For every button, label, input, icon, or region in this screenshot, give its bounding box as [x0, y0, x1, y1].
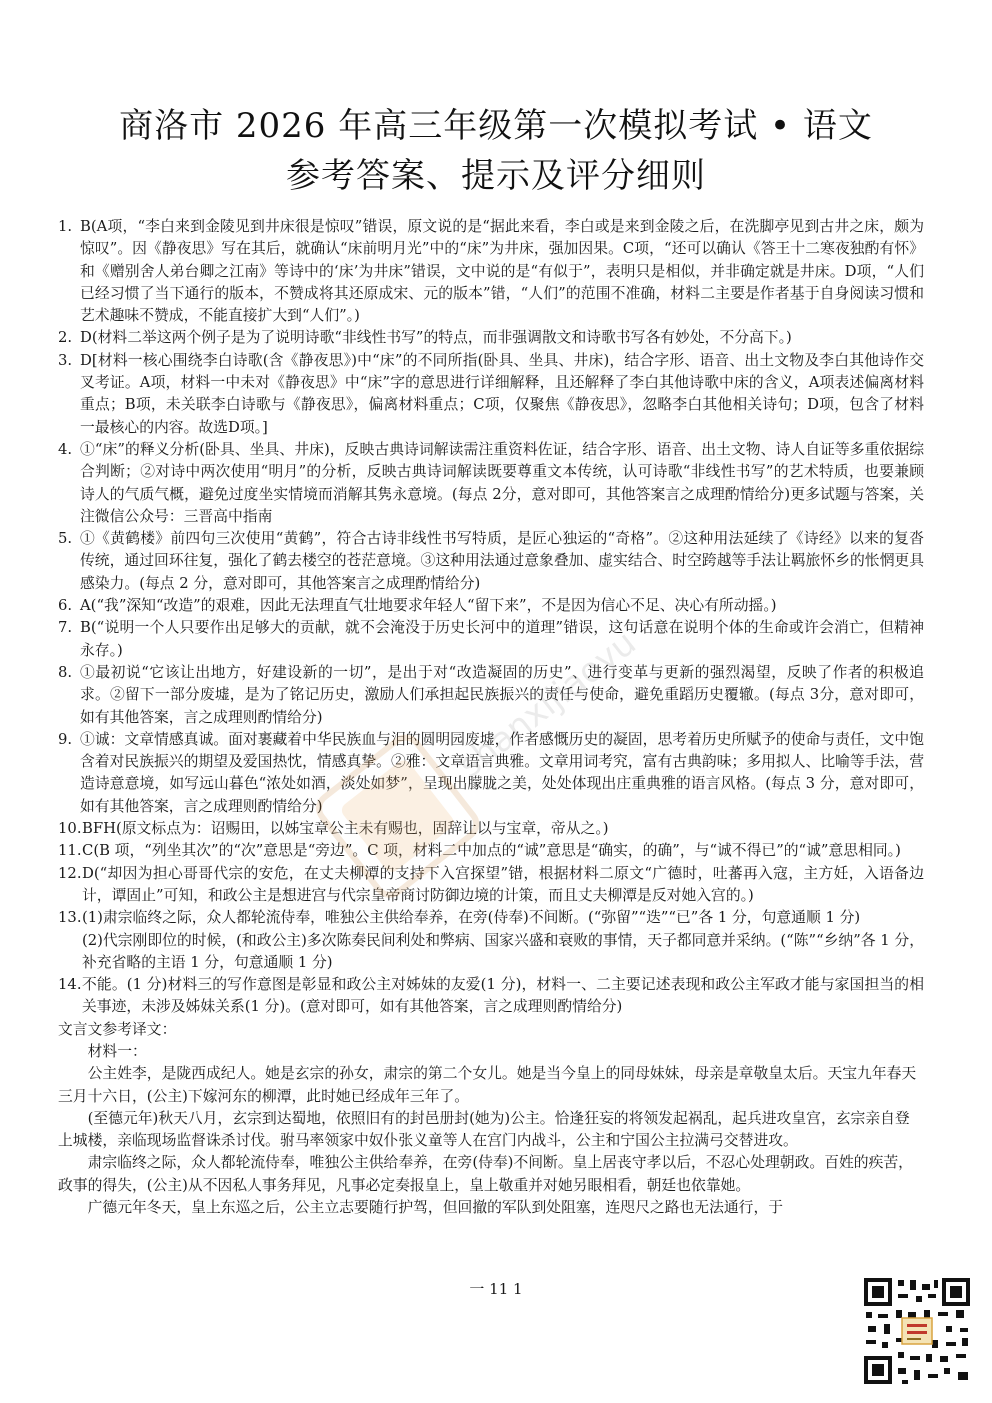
answer-item-2: 2. D(材料二举这两个例子是为了说明诗歌“非线性书写”的特点，而非强调散文和诗歌书写各有妙处，不分高下。) — [58, 329, 792, 347]
page-number: 一 11 1 — [469, 1280, 523, 1298]
answer-body — [58, 216, 924, 1219]
answer-item-13: 13. (1)肃宗临终之际，众人都轮流侍奉，唯独公主供给奉养，在旁(侍奉)不间断。(“弥留”“迭”“已”各 1 分，句意通顺 1 分) (2)代宗刚即位的时候，(和政公主)多次陈奏民间利处和弊病、国家兴盛和衰败的事情，天子都同意并采纳。(“陈”“乡纳”各 1 分，补充省略的主语 1 分，句意通顺 1 分) — [58, 907, 924, 974]
answer-item-6: 6. A(“我”深知“改造”的艰难，因此无法理直气壮地要求年轻人“留下来”，不是因为信心不足、决心有所动摇。) — [58, 597, 777, 615]
translation-paragraph-1: 公主姓李，是陇西成纪人。她是玄宗的孙女，肃宗的第二个女儿。她是当今皇上的同母妹妹，母亲是章敬皇太后。天宝九年春天三月十六日，(公主)下嫁河东的柳潭，此时她已经成年三年了。 — [58, 1065, 917, 1105]
translation-heading: 文言文参考译文： — [58, 1020, 177, 1038]
answer-item-13-part-2: (2)代宗刚即位的时候，(和政公主)多次陈奏民间利处和弊病、国家兴盛和衰败的事情，天子都同意并采纳。(“陈”“乡纳”各 1 分，补充省略的主语 1 分，句意通顺 1 分) — [82, 931, 925, 971]
watermark-text: shanxijiaoyu — [450, 622, 644, 786]
answer-item-12: 12. D(“却因为担心哥哥代宗的安危，在丈夫柳潭的支持下入宫探望”错，根据材料二原文“广德时，吐蕃再入寇，主方妊，入语备边计，谭固止”可知，和政公主是想进宫与代宗皇帝商讨防御边境的计策，而且丈夫柳潭是反对她入宫的。) — [58, 864, 924, 904]
answer-item-11: 11. C(B 项，“列坐其次”的“次”意思是“旁边”。C 项，材料二中加点的“诚”意思是“确实，的确”，与“诚不得已”的“诚”意思相同。) — [58, 842, 901, 860]
answer-item-5: 5. ①《黄鹤楼》前四句三次使用“黄鹤”，符合古诗非线性书写特质，是匠心独运的“奇格”。②这种用法延续了《诗经》以来的复沓传统，通过回环往复，强化了鹤去楼空的苍茫意境。③这种用法通过意象叠加、虚实结合、时空跨越等手法让羁旅怀乡的怅惘更具感染力。(每点 2 分，意对即可，其他答案言之成理酌情给分) — [58, 530, 924, 592]
answer-item-1: 1. B(A项，“李白来到金陵见到井床很是惊叹”错误，原文说的是“据此来看，李白或是来到金陵之后，在洗脚亭见到古井之床，颇为惊叹”。因《静夜思》写在其后，就确认“床前明月光”中的“床”为井床，强加因果。C项，“还可以确认《答王十二寒夜独酌有怀》和《赠别舍人弟台卿之江南》等诗中的‘床’为井床”错误，文中说的是“有似于”，表明只是相似，并非确定就是井床。D项，“人们已经习惯了当下通行的版本，不赞成将其还原成宋、元的版本”错，“人们”的范围不准确，材料二主要是作者基于自身阅读习惯和艺术趣味不赞成，不能直接扩大到“人们”。) — [58, 218, 924, 325]
answer-item-3: 3. D[材料一核心围绕李白诗歌(含《静夜思》)中“床”的不同所指(卧具、坐具、井床)，结合字形、语音、出土文物及李白其他诗作交叉考证。A项，材料一中未对《静夜思》中“床”字的意思进行详细解释，且还解释了李白其他诗歌中床的含义，A项表述偏离材料重点；B项，未关联李白诗歌与《静夜思》，偏离材料重点；C项，仅聚焦《静夜思》，忽略李白其他相关诗句；D项，包含了材料一最核心的内容。故选D项。] — [58, 351, 924, 436]
exam-subtitle: 参考答案、提示及评分细则 — [286, 156, 706, 196]
translation-paragraph-2: (至德元年)秋天八月，玄宗到达蜀地，依照旧有的封邑册封(她为)公主。恰逢狂妄的将领发起祸乱，起兵进攻皇宫，玄宗亲自登上城楼，亲临现场监督诛杀讨伐。驸马率领家中奴仆张义童等人在宫门内战斗，公主和宁国公主拉满弓交替进攻。 — [58, 1109, 910, 1150]
answer-item-9: 9. ①诚：文章情感真诚。面对裹藏着中华民族血与泪的圆明园废墟，作者感慨历史的凝固，思考着历史所赋予的使命与责任，文中饱含着对民族振兴的期望及爱国热忱，情感真挚。②雅：文章语言典雅。文章用词考究，富有古典韵味；多用拟人、比喻等手法，营造诗意意境，如写远山暮色“浓处如酒，淡处如梦”，呈现出朦胧之美，处处体现出庄重典雅的语言风格。(每点 3 分，意对即可，如有其他答案，言之成理则酌情给分) — [58, 730, 924, 815]
answer-item-4: 4. ①“床”的释义分析(卧具、坐具、井床)，反映古典诗词解读需注重资料佐证，结合字形、语音、出土文物、诗人自证等多重依据综合判断；②对诗中两次使用“明月”的分析，反映古典诗词解读既要尊重文本传统，认可诗歌“非线性书写”的艺术特质，也要兼顾诗人的气质气概，避免过度坐实情境而消解其隽永意境。(每点 2分，意对即可，其他答案言之成理酌情给分)更多试题与答案，关注微信公众号：三晋高中指南 — [58, 440, 924, 525]
answer-item-8: 8. ①最初说“它该让出地方，好建设新的一切”，是出于对“改造凝固的历史”、进行变革与更新的强烈渴望，反映了作者的积极追求。②留下一部分废墟，是为了铭记历史，激励人们承担起民族振兴的责任与使命，避免重蹈历史覆辙。(每点 3分，意对即可，如有其他答案，言之成理则酌情给分) — [58, 663, 924, 726]
translation-material-label: 材料一： — [87, 1042, 147, 1060]
translation-paragraph-4: 广德元年冬天，皇上东巡之后，公主立志要随行护驾，但回撤的军队到处阻塞，连咫尺之路也无法通行，于 — [87, 1199, 784, 1217]
exam-title: 商洛市 2026 年高三年级第一次模拟考试 • 语文 — [119, 106, 873, 146]
answer-item-7: 7. B(“说明一个人只要作出足够大的贡献，就不会淹没于历史长河中的道理”错误，这句话意在说明个体的生命或许会消亡，但精神永存。) — [58, 619, 924, 659]
answer-item-13-part-1: (1)肃宗临终之际，众人都轮流侍奉，唯独公主供给奉养，在旁(侍奉)不间断。(“弥留”“迭”“已”各 1 分，句意通顺 1 分) — [82, 909, 861, 927]
translation-paragraph-3: 肃宗临终之际，众人都轮流侍奉，唯独公主供给奉养，在旁(侍奉)不间断。皇上居丧守孝以后，不忍心处理朝政。百姓的疾苦，政事的得失，(公主)从不因私人事务拜见，凡事必定奏报皇上，皇上敬重并对她另眼相看，朝廷也依靠她。 — [58, 1154, 913, 1194]
answer-item-10: 10. BFH(原文标点为：诏赐田，以姊宝章公主未有赐也，固辞让以与宝章，帝从之。) — [58, 820, 609, 838]
answer-item-14: 14. 不能。(1 分)材料三的写作意图是彰显和政公主对姊妹的友爱(1 分)，材料一、二主要记述表现和政公主军政才能与家国担当的相关事迹，未涉及姊妹关系(1 分)。(意对即可，如有其他答案，言之成理则酌情给分) — [58, 976, 924, 1016]
qr-code-icon[interactable] — [862, 1276, 972, 1386]
